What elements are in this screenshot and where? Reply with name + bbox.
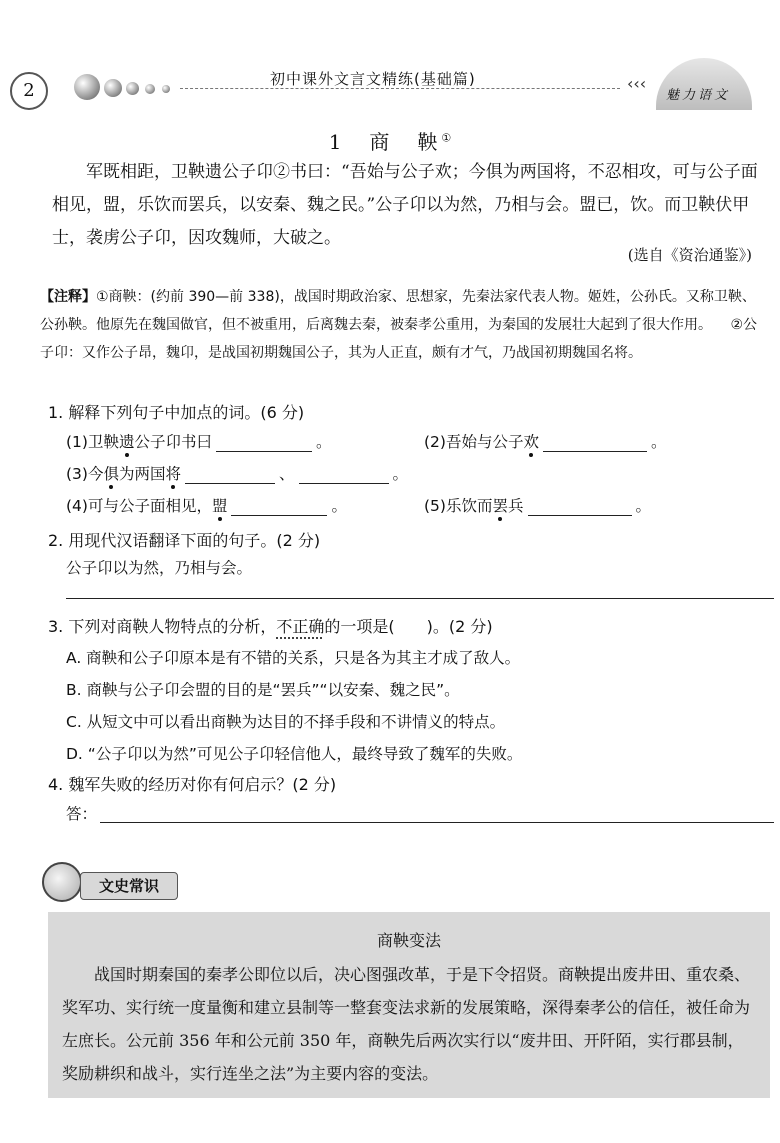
header-dot-decoration [104, 79, 122, 97]
q1-item-text: (1)卫鞅 [66, 433, 119, 451]
q1-item-text: (5)乐饮而 [424, 497, 493, 515]
q1-period: 。 [392, 465, 409, 483]
q3-stem-text: 的一项是( )。(2 分) [324, 617, 493, 636]
q1-item-text: (3)今 [66, 465, 104, 483]
header-dot-decoration [145, 84, 155, 94]
culture-text: 战国时期秦国的秦孝公即位以后，决心图强改革，于是下令招贤。商鞅提出废井田、重农桑、奖军功、实行统一度量衡和建立县制等一整套变法求新的发展策略，深得秦孝公的信任，被任命为左庶长。公元前 356 年和公元前 350 年，商鞅先后两次实行以“废井田、开阡陌，实行郡县制，奖励耕织和战斗，实行连坐之法”为主要内容的变法。 [62, 965, 751, 1083]
footnote-mark: ① [441, 131, 452, 145]
q1-period: 。 [650, 433, 667, 451]
dotted-word: 不正确 [276, 617, 325, 636]
q1-period: 。 [331, 497, 347, 515]
answer-label: 答： [66, 805, 98, 823]
q1-period: 。 [316, 433, 332, 451]
q3-option-c[interactable]: C. 从短文中可以看出商鞅为达目的不择手段和不讲情义的特点。 [66, 713, 506, 731]
q3-stem-text: 3. 下列对商鞅人物特点的分析， [48, 617, 277, 636]
answer-blank[interactable] [216, 433, 312, 452]
answer-blank[interactable] [185, 465, 275, 484]
q1-item-text: 公子卬书曰 [134, 433, 212, 451]
book-title: 初中课外文言文精练(基础篇) [270, 70, 476, 88]
q1-item-2 [424, 430, 667, 452]
q1-separator: 、 [279, 465, 295, 483]
q2-answer-line[interactable] [66, 598, 774, 599]
answer-blank[interactable] [299, 465, 389, 484]
q3-option-a[interactable]: A. 商鞅和公子卬原本是有不错的关系，只是各为其主才成了敌人。 [66, 649, 521, 667]
q1-period: 。 [635, 497, 652, 515]
q4-answer-line[interactable] [100, 822, 774, 823]
q1-item-text: 为两国 [118, 465, 166, 483]
note-2: ②公子卬：又作公子昂，魏卬，是战国初期魏国公子，其为人正直，颇有才气，乃战国初期魏国名将。 [40, 317, 758, 361]
header-dot-decoration [126, 82, 139, 95]
classical-passage: 军既相距，卫鞅遗公子卬②书曰：“吾始与公子欢；今俱为两国将，不忍相攻，可与公子面相见，盟，乐饮而罢兵，以安秦、魏之民。”公子卬以为然，乃相与会。盟已，饮。而卫鞅伏甲士，袭虏公子卬，因攻魏师，大破之。 [52, 162, 758, 248]
header-dot-decoration [162, 85, 170, 93]
source-citation: (选自《资治通鉴》) [627, 246, 752, 264]
dotted-word: 将 [165, 465, 182, 483]
q3-option-d[interactable]: D. “公子卬以为然”可见公子卬轻信他人，最终导致了魏军的失败。 [66, 745, 523, 763]
notes-section [40, 283, 765, 367]
question-4-stem: 4. 魏军失败的经历对你有何启示？(2 分) [48, 775, 337, 794]
question-1-stem: 1. 解释下列句子中加点的词。(6 分) [48, 403, 305, 422]
q1-item-5 [424, 494, 651, 516]
dotted-word: 罢 [492, 497, 508, 515]
question-2-stem: 2. 用现代汉语翻译下面的句子。(2 分) [48, 531, 321, 550]
series-badge-text: 魅力语文 [666, 88, 731, 103]
q1-item-text: (2)吾始与公子 [424, 433, 524, 451]
page-number: 2 [10, 72, 48, 110]
culture-label: 文史常识 [80, 872, 178, 900]
header-dot-decoration [74, 74, 100, 100]
chevrons-icon: ‹‹‹ [627, 74, 647, 93]
q1-item-4 [66, 494, 347, 516]
answer-blank[interactable] [231, 497, 327, 516]
q1-item-text: 兵 [507, 497, 524, 515]
culture-title: 商鞅变法 [376, 931, 441, 950]
dotted-word: 遗 [118, 433, 135, 451]
answer-blank[interactable] [543, 433, 647, 452]
q3-option-b[interactable]: B. 商鞅与公子卬会盟的目的是“罢兵”“以安秦、魏之民”。 [66, 681, 460, 699]
q1-item-3 [66, 462, 408, 484]
q2-sentence: 公子卬以为然，乃相与会。 [66, 559, 253, 577]
note-1: ①商鞅：(约前 390—前 338)，战国时期政治家、思想家，先秦法家代表人物。姬姓，公孙氏。又称卫鞅、公孙鞅。他原先在魏国做官，但不被重用，后离魏去秦，被秦孝公重用，为秦国的发展壮大起到了很大作用。 [40, 289, 756, 333]
globe-icon [42, 862, 82, 902]
dotted-word: 欢 [523, 433, 539, 451]
article-title-text: 1 商 鞅 [328, 130, 442, 154]
notes-label: 【注释】 [40, 289, 96, 305]
dotted-word: 盟 [211, 497, 228, 515]
q1-item-text: (4)可与公子面相见， [66, 497, 212, 515]
question-3-stem [48, 614, 493, 637]
article-title [0, 126, 780, 155]
q1-item-1 [66, 430, 332, 452]
answer-blank[interactable] [528, 497, 632, 516]
dotted-word: 俱 [103, 465, 119, 483]
